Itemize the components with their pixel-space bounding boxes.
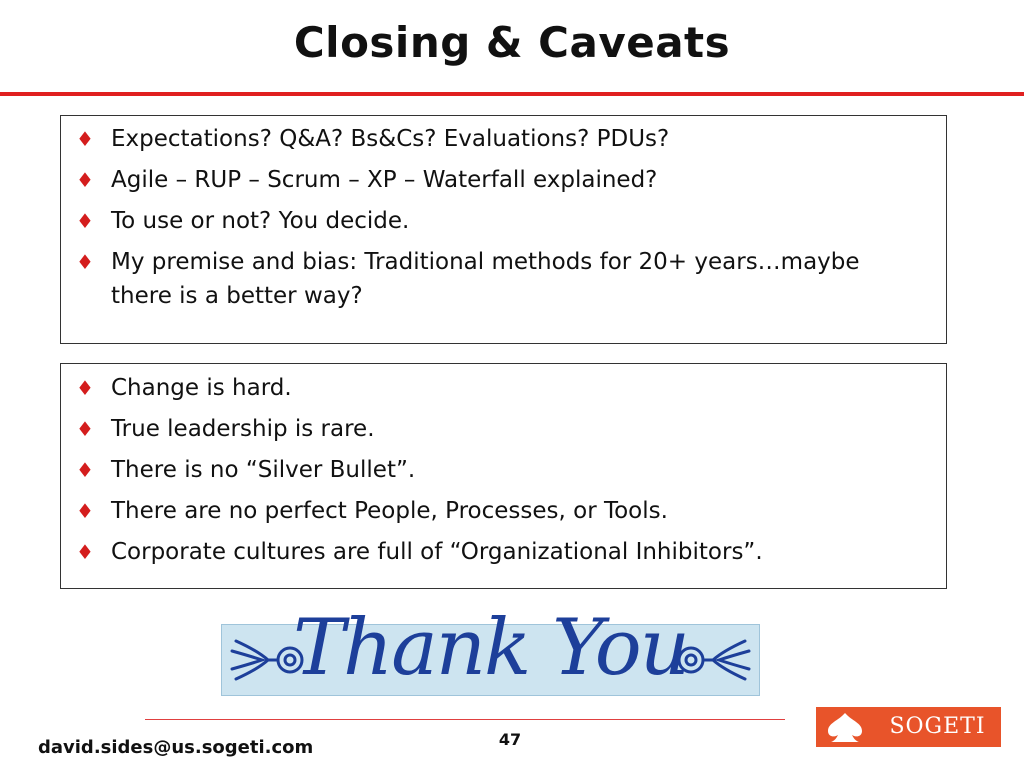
page-number: 47 xyxy=(498,730,522,749)
list-item xyxy=(61,245,946,313)
list-item xyxy=(61,163,946,197)
list-item-text: There is no “Silver Bullet”. xyxy=(111,457,416,483)
diamond-bullet-icon: ♦ xyxy=(76,209,94,233)
list-item xyxy=(61,204,946,238)
list-item-text: True leadership is rare. xyxy=(111,416,375,442)
list-item-text: Change is hard. xyxy=(111,375,292,401)
diamond-bullet-icon: ♦ xyxy=(76,540,94,564)
list-item xyxy=(61,412,946,446)
list-item xyxy=(61,371,946,405)
list-item-text: Expectations? Q&A? Bs&Cs? Evaluations? PDUs? xyxy=(111,126,670,152)
diamond-bullet-icon: ♦ xyxy=(76,458,94,482)
list-item xyxy=(61,453,946,487)
list-item xyxy=(61,535,946,569)
diamond-bullet-icon: ♦ xyxy=(76,127,94,151)
diamond-bullet-icon: ♦ xyxy=(76,499,94,523)
logo-wordmark: SOGETI xyxy=(874,707,1001,747)
spade-shape-icon xyxy=(816,707,874,747)
diamond-bullet-icon: ♦ xyxy=(76,168,94,192)
thank-you-text: Thank You xyxy=(293,603,688,693)
thank-you-banner xyxy=(221,603,760,696)
list-item-text: To use or not? You decide. xyxy=(111,208,410,234)
footer-email: david.sides@us.sogeti.com xyxy=(38,737,314,758)
list-item-text: Corporate cultures are full of “Organizational Inhibitors”. xyxy=(111,539,763,565)
sogeti-logo xyxy=(816,707,1001,747)
bullet-box-caveats xyxy=(60,363,947,589)
list-item xyxy=(61,494,946,528)
bullet-list-caveats xyxy=(61,364,946,569)
list-item xyxy=(61,122,946,156)
title-underline xyxy=(0,92,1024,96)
footer-divider xyxy=(145,719,785,720)
slide-title: Closing & Caveats xyxy=(293,18,731,67)
diamond-bullet-icon: ♦ xyxy=(76,250,94,274)
bullet-list-questions xyxy=(61,116,946,313)
list-item-text: My premise and bias: Traditional methods for 20+ years…maybe there is a better way? xyxy=(111,249,860,309)
list-item-text: There are no perfect People, Processes, or Tools. xyxy=(111,498,668,524)
bullet-box-questions xyxy=(60,115,947,344)
diamond-bullet-icon: ♦ xyxy=(76,376,94,400)
list-item-text: Agile – RUP – Scrum – XP – Waterfall explained? xyxy=(111,167,658,193)
diamond-bullet-icon: ♦ xyxy=(76,417,94,441)
spade-logo-icon xyxy=(816,707,874,747)
